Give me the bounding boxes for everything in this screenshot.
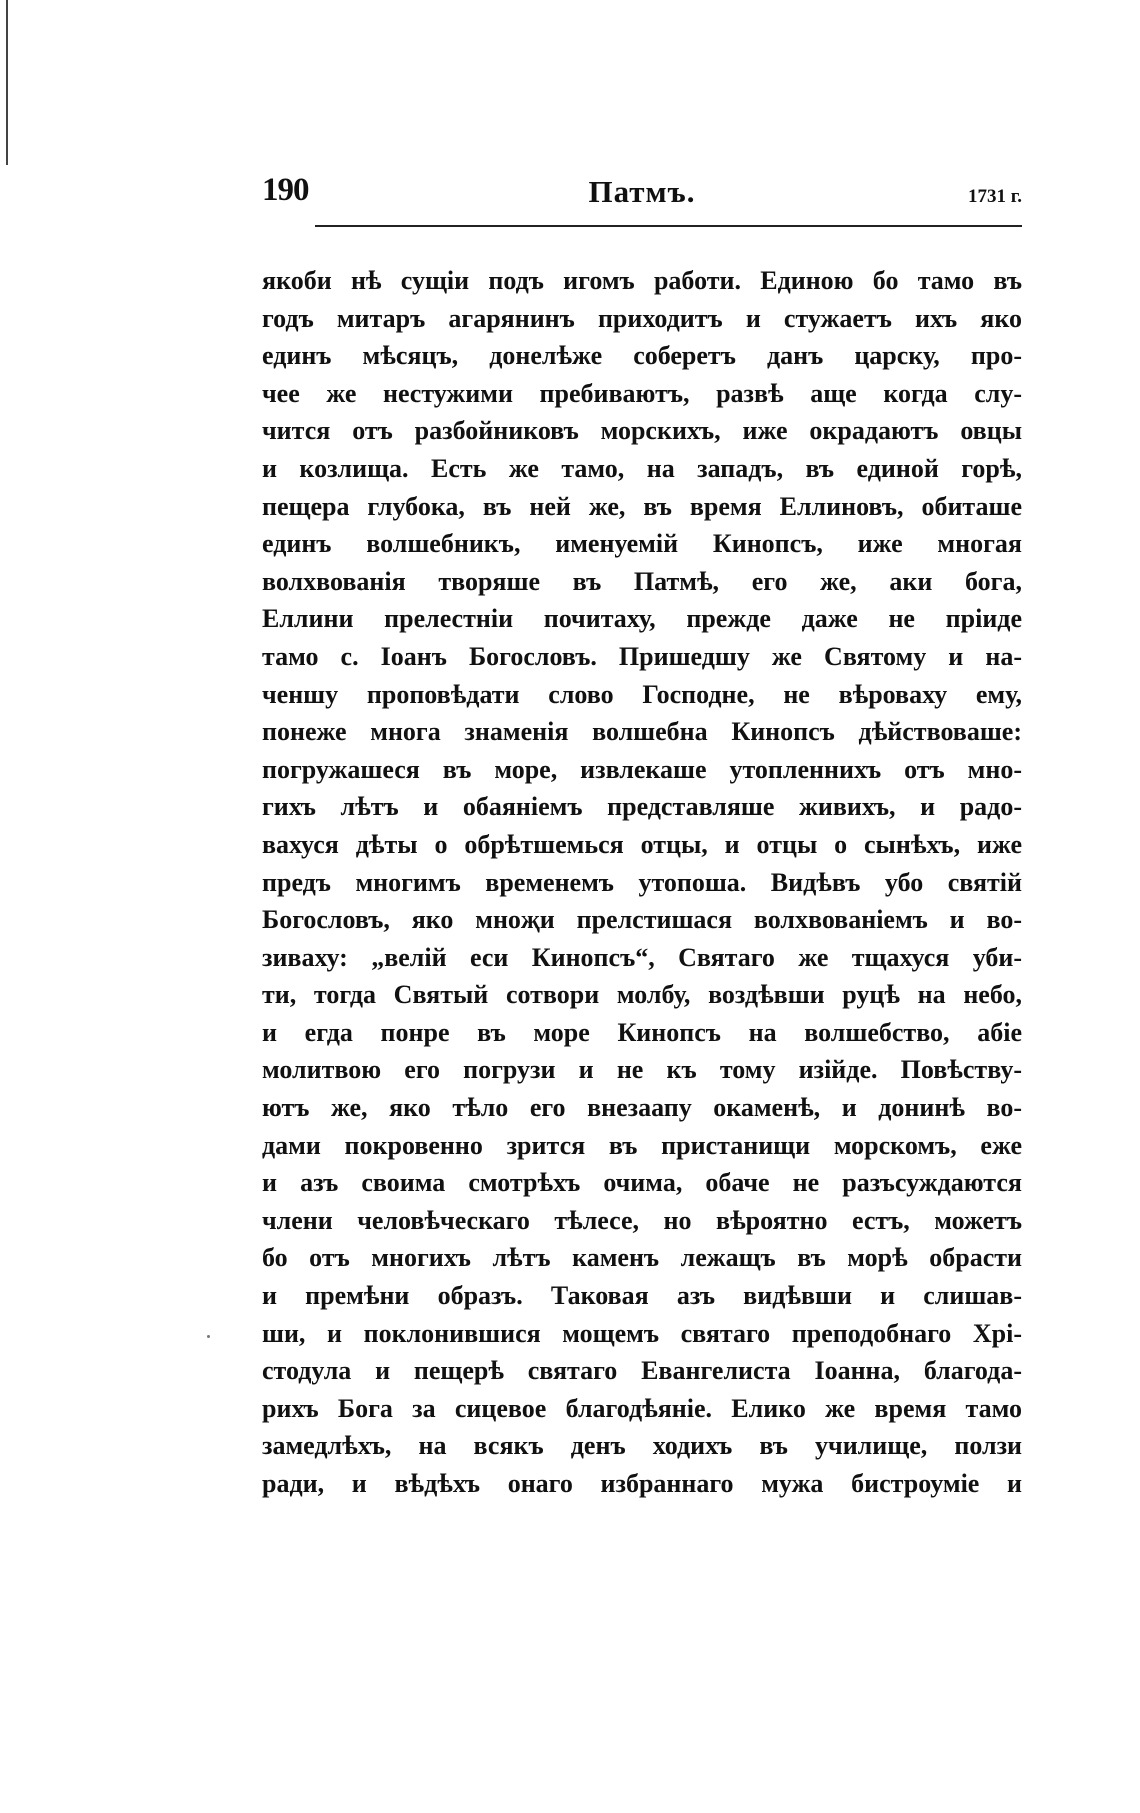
text-line: и премѣни образъ. Таковая азъ видѣвши и слишав- <box>262 1281 1022 1311</box>
text-line: бо отъ многихъ лѣтъ каменъ лежащъ въ морѣ обрасти <box>262 1243 1022 1273</box>
text-line: погружашеся въ море, извлекаше утопленнихъ отъ мно- <box>262 754 1022 784</box>
body-text <box>262 262 1022 1503</box>
text-line: ютъ же, яко тѣло его внезаапу окаменѣ, и донинѣ во- <box>262 1093 1022 1123</box>
text-line: дами покровенно зрится въ пристанищи морскомъ, еже <box>262 1130 1022 1160</box>
text-line: волхвованія творяше въ Патмѣ, его же, аки бога, <box>262 566 1022 596</box>
text-line: и егда понре въ море Кинопсъ на волшебство, абіе <box>262 1017 1022 1047</box>
page-number: 190 <box>262 172 309 208</box>
text-line: чее же нестужими пребиваютъ, развѣ аще когда слу- <box>262 378 1022 408</box>
text-line: понеже многа знаменія волшебна Кинопсъ дѣйствоваше: <box>262 717 1022 747</box>
text-line: Еллини прелестніи почитаху, прежде даже не пріиде <box>262 604 1022 634</box>
text-line: зиваху: „велій еси Кинопсъ“, Святаго же тщахуся уби- <box>262 942 1022 972</box>
page-edge-line <box>6 0 8 165</box>
text-line: чится отъ разбойниковъ морскихъ, иже окрадаютъ овцы <box>262 416 1022 446</box>
text-line: тамо с. Іоанъ Богословъ. Пришедшу же Святому и на- <box>262 641 1022 671</box>
header-rule <box>315 225 1022 227</box>
text-line: и козлища. Есть же тамо, на западъ, въ единой горѣ, <box>262 453 1022 483</box>
text-line: единъ мѣсяцъ, донелѣже соберетъ данъ царску, про- <box>262 341 1022 371</box>
text-line: предъ многимъ временемъ утопоша. Видѣвъ убо святій <box>262 867 1022 897</box>
text-line: ради, и вѣдѣхъ онаго избраннаго мужа бистроуміе и <box>262 1469 1022 1498</box>
text-line: Богословъ, яко мноҗи прелстишася волхвованіемъ и во- <box>262 905 1022 935</box>
text-line: гихъ лѣтъ и обаяніемъ представляше живихъ, и радо- <box>262 792 1022 822</box>
text-line: и азъ своима смотрѣхъ очима, обаче не разъсуждаются <box>262 1168 1022 1198</box>
text-line: якоби нѣ сущіи подъ игомъ работи. Единою бо тамо въ <box>262 266 1022 295</box>
year-marker: 1731 г. <box>968 186 1022 207</box>
running-title: Патмъ. <box>588 174 696 209</box>
text-line: молитвою его погрузи и не къ тому изійде. Повѣству- <box>262 1055 1022 1085</box>
text-line: единъ волшебникъ, именуемій Кинопсъ, иже многая <box>262 529 1022 559</box>
page-header <box>262 172 1022 220</box>
text-line: рихъ Бога за сицевое благодѣяніе. Елико же время тамо <box>262 1393 1022 1423</box>
text-line: замедлѣхъ, на всякъ денъ ходихъ въ училище, ползи <box>262 1431 1022 1461</box>
text-line: члени человѣческаго тѣлесе, но вѣроятно естъ, можетъ <box>262 1205 1022 1235</box>
text-line: ченшу проповѣдати слово Господне, не вѣроваху ему, <box>262 679 1022 709</box>
text-line: вахуся дѣты о обрѣтшемься отцы, и отцы о сынѣхъ, иже <box>262 829 1022 859</box>
text-line: стодула и пещерѣ святаго Евангелиста Іоанна, благода- <box>262 1356 1022 1386</box>
text-line: пещера глубока, въ ней же, въ время Еллиновъ, обиташе <box>262 491 1022 521</box>
text-line: ши, и поклонившися мощемъ святаго преподобнаго Хрі- <box>262 1318 1022 1348</box>
text-line: ти, тогда Святый сотвори молбу, воздѣвши руцѣ на небо, <box>262 980 1022 1010</box>
margin-speck <box>207 1335 210 1338</box>
text-line: годъ митаръ агарянинъ приходитъ и стужаетъ ихъ яко <box>262 303 1022 333</box>
